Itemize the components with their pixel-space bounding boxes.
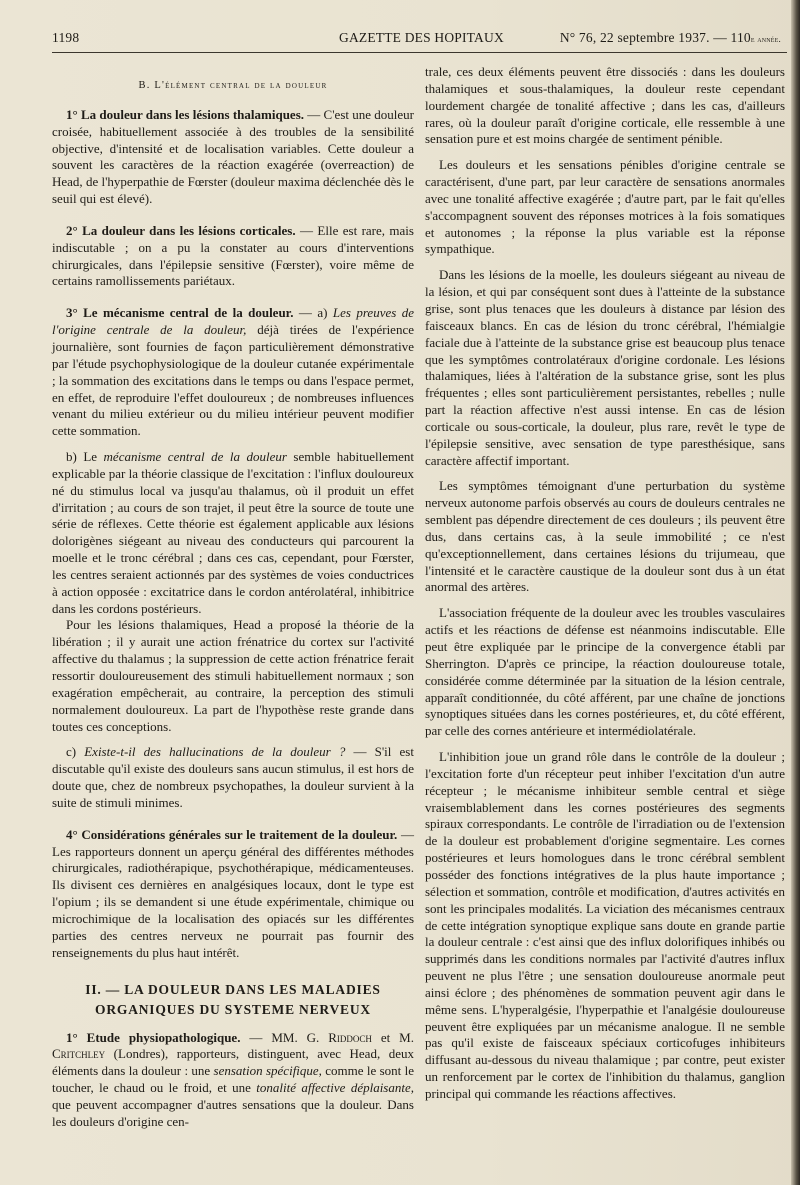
paragraph-mechanism-b2: Pour les lésions thalamiques, Head a proposé la théorie de la libération ; il y aurait une action frénatrice du cortex sur l'activité affective du thalamus ; la suppression de cette action frénatrice ferait ressortir douloureusement des stimuli habituellement normaux ; son exagération empêcherait, au contraire, la perception des stimuli normalement douloureux. La part de l'hypothèse reste grande dans toutes ces conceptions. bbox=[52, 617, 414, 734]
text-phys-b: et M. bbox=[371, 1029, 414, 1045]
italic-b: mécanisme central de la douleur bbox=[103, 449, 287, 465]
paragraph-physiopathology bbox=[52, 1030, 414, 1131]
text-treatment: — Les rapporteurs donnent un aperçu général des différentes méthodes chirurgicales, radiothérapique, psychothérapique, médicamenteuses. Ils divisent ces dernières en analgésiques locaux, dont le type est l'opium ; ils se demandent si une étude expérimentale, chimique ou microchimique de la localisation des opiacés sur les différentes parties des centres nerveux ne pourrait pas fournir des renseignements du plus haut intérêt. bbox=[52, 826, 415, 960]
paragraph-r3: Dans les lésions de la moelle, les douleurs siégeant au niveau de la lésion, et qui par conséquent sont dues à l'atteinte de la substance grise, sont plus tenaces que les douleurs à distance par lésion des faisceaux blancs. En cas de lésion du tronc cérébral, l'hémialgie faciale due à l'atteinte de la substance grise est beaucoup plus tenace que les symptômes controlatéraux d'origine cordonale. Les lésions thalamiques, liées à l'altération de la substance grise, sont les plus fréquentes ; elles sont particulièrement persistantes, rebelles ; nulle part la réaction affective n'est aussi intense. En cas de lésion corticale ou sous-corticale, la douleur, plus rare, revêt le type de l'épilepsie sensitive, avec sensation de type paresthésique, sans caractère affectif important. bbox=[425, 267, 785, 468]
heading-physiopathology: 1° Etude physiopathologique. bbox=[66, 1029, 241, 1045]
section-b-title: B. L'élément central de la douleur bbox=[138, 80, 328, 91]
issue-suffix: e année. bbox=[750, 34, 781, 44]
right-column bbox=[425, 64, 785, 1103]
section-ii-title bbox=[52, 980, 414, 1020]
paragraph-r2: Les douleurs et les sensations pénibles d'origine centrale se caractérisent, d'une part, par leur caractère de sensations anormales avec une tonalité affective exagérée ; d'autre part, par le fait qu'elles s'accompagnent souvent des réponses motrices à la fois somatiques et autonomes ; la réponse la plus variable est la réponse sympathique. bbox=[425, 157, 785, 257]
paragraph-thalamic bbox=[52, 107, 414, 208]
author-critchley: Critchley bbox=[52, 1046, 106, 1062]
label-c: c) bbox=[66, 744, 85, 760]
text-phys-a: — MM. G. bbox=[240, 1029, 329, 1045]
heading-mechanism: 3° Le mécanisme central de la douleur. bbox=[66, 305, 294, 321]
italic-specific: sensation spécifique, bbox=[213, 1063, 322, 1079]
page-number: 1198 bbox=[52, 30, 80, 45]
paragraph-mechanism-c bbox=[52, 744, 414, 811]
label-b: b) Le bbox=[66, 449, 104, 465]
paragraph-treatment bbox=[52, 827, 414, 962]
running-header bbox=[52, 30, 787, 50]
text-phys-e: que peuvent accompagner d'autres sensations que la douleur. Dans les douleurs d'origine cen- bbox=[52, 1096, 414, 1129]
italic-c: Existe-t-il des hallucinations de la douleur ? bbox=[84, 744, 346, 760]
header-rule bbox=[52, 52, 787, 53]
heading-treatment: 4° Considérations générales sur le traitement de la douleur. bbox=[66, 826, 398, 842]
label-a: — a) bbox=[293, 305, 333, 321]
section-ii-line1: II. — LA DOULEUR DANS LES MALADIES bbox=[85, 981, 381, 997]
italic-affective: tonalité affective déplaisante, bbox=[256, 1080, 415, 1096]
text-b: semble habituellement explicable par la théorie classique de l'excitation : l'influx douloureux né du stimulus local va jusqu'au thalamus, où il produit un effet d'irritation ; au cours de son trajet, il peut être la source de toute une série de réflexes. Cette théorie est également applicable aux lésions dolorigènes siégeant au niveau des conducteurs qui parcourent la moelle et le tronc cérébral ; dans ces cas, cependant, pour Fœrster, les centres seraient actionnés par des systèmes de voies conductrices à action opposée : excitatrice dans le cordon antérolatéral, inhibitrice dans les cordons postérieurs. bbox=[52, 449, 415, 616]
page-edge-shadow bbox=[791, 0, 800, 1185]
text-thalamic: — C'est une douleur croisée, habituellement associée à des troubles de la sensibilité objective, d'intensité et de localisation variables. Cette douleur a souvent les caractères de la réaction exagérée (overreaction) de Head, de l'hyperpathie de Fœrster (douleur maxima déclenchée dès le seuil qui est élevé). bbox=[52, 106, 415, 207]
text-cortical: — Elle est rare, mais indiscutable ; on a pu la constater au cours d'interventions chirurgicales, dans l'épilepsie sensitive (Fœrster), voire même de certains ramollissements pariétaux. bbox=[52, 222, 414, 289]
text-phys-d: comme le sont le toucher, le chaud ou le froid, et une bbox=[52, 1063, 414, 1096]
issue-main: N° 76, 22 septembre 1937. — 110 bbox=[559, 30, 751, 45]
journal-title: GAZETTE DES HOPITAUX bbox=[339, 30, 504, 45]
italic-a: Les preuves de l'origine centrale de la douleur, bbox=[52, 305, 414, 338]
heading-thalamic: 1° La douleur dans les lésions thalamiques. bbox=[66, 106, 305, 122]
paragraph-r5: L'association fréquente de la douleur avec les troubles vasculaires actifs et les réactions de défense est néanmoins indiscutable. Elle peut être expliquée par le principe de la convergence établi par Sherrington. D'après ce principe, la réaction douloureuse totale, considérée comme déterminée par la situation de la lésion centrale, apparaît conditionnée, du côté afférent, par une chaîne de jonctions synoptiques situées dans les cornes postérieures, et, du côté efférent, par celle des cornes antérieure et intermédiolatérale. bbox=[425, 605, 785, 739]
author-riddoch: Riddoch bbox=[328, 1029, 372, 1045]
paragraph-r6: L'inhibition joue un grand rôle dans le contrôle de la douleur ; l'excitation forte d'un récepteur peut inhiber l'excitation d'un autre récepteur ; le mécanisme inhibiteur semble central et siège vraisemblablement dans les cornes postérieures des segments spiraux correspondants. Le contrôle de l'irradiation ou de l'extension de la douleur est probablement d'origine segmentaire. Les cornes postérieures et leurs homologues dans le tronc cérébral semblent posséder des fonctions intégratives de la plus haute importance ; sélection et sommation, contrôle et modification, d'autres activités en sont les principales modalités. La viciation des mécanismes centraux de cette intégration synoptique explique sans doute en grande partie la douleur centrale : c'est ainsi que des influx dolorifiques inhibés ou supprimés dans les conditions normales par l'activité d'autres influx peuvent ne plus l'être ; une sensation douloureuse anormale peut ainsi éclore ; des phénomènes de sommation peuvent agir dans le même sens. L'hyperalgésie, l'hyperpathie et l'analgésie douloureuse peuvent être expliquées par un mécanisme analogue. Il ne semble pas qu'il existe de faisceaux spéciaux corticofuges inhibiteurs diffusant au-dessous du niveau thalamique ; par contre, peut exister un renforcement par le cortex de l'inhibition du thalamus, ganglion principal qui commande les réactions affectives. bbox=[425, 749, 785, 1101]
text-c: — S'il est discutable qu'il existe des douleurs sans aucun stimulus, il est hors de doute que, chez de nombreux psychopathes, la douleur survient à la suite de stimuli minimes. bbox=[52, 744, 414, 810]
text-a: déjà tirées de l'expérience journalière, sont fournies de façon particulièrement démonstrative par l'étude psychophysiologique de la douleur cutanée expérimentale ; la sommation des excitations dans le temps ou dans l'espace permet, en effet, de reproduire l'effet douloureux ; de nombreuses influences venant du milieu extérieur ou du milieu intérieur peuvent modifier cette sommation. bbox=[52, 322, 414, 439]
section-ii-line2: ORGANIQUES DU SYSTEME NERVEUX bbox=[95, 1001, 371, 1017]
paragraph-r1: trale, ces deux éléments peuvent être dissociés : dans les douleurs thalamiques et sous-thalamiques, la douleur reste cependant lourdement chargée de tonalité affective ; dans les cas, d'ailleurs rares, où la douleur paraît d'origine corticale, elle ressemble à une sensation pure et est moins chargée de sentiment pénible. bbox=[425, 64, 785, 147]
left-column bbox=[52, 64, 414, 1131]
text-phys-c: (Londres), rapporteurs, distinguent, avec Head, deux éléments dans la douleur : une bbox=[52, 1046, 414, 1079]
paragraph-mechanism-a bbox=[52, 305, 414, 440]
paragraph-r4: Les symptômes témoignant d'une perturbation du système nerveux autonome parfois observés au cours de douleurs centrales ne semblent pas dépendre directement de ces douleurs ; ils peuvent être dus, dans certains cas, à la seule immobilité ; ce n'est qu'exceptionnellement, dans certaines lésions du trijumeau, que l'intensité et le caractère caustique de la douleur sont dus à un état anormal des artères. bbox=[425, 478, 785, 595]
paragraph-cortical bbox=[52, 223, 414, 290]
heading-cortical: 2° La douleur dans les lésions corticales. bbox=[66, 222, 296, 238]
paragraph-mechanism-b bbox=[52, 449, 414, 617]
issue-info bbox=[560, 30, 781, 46]
